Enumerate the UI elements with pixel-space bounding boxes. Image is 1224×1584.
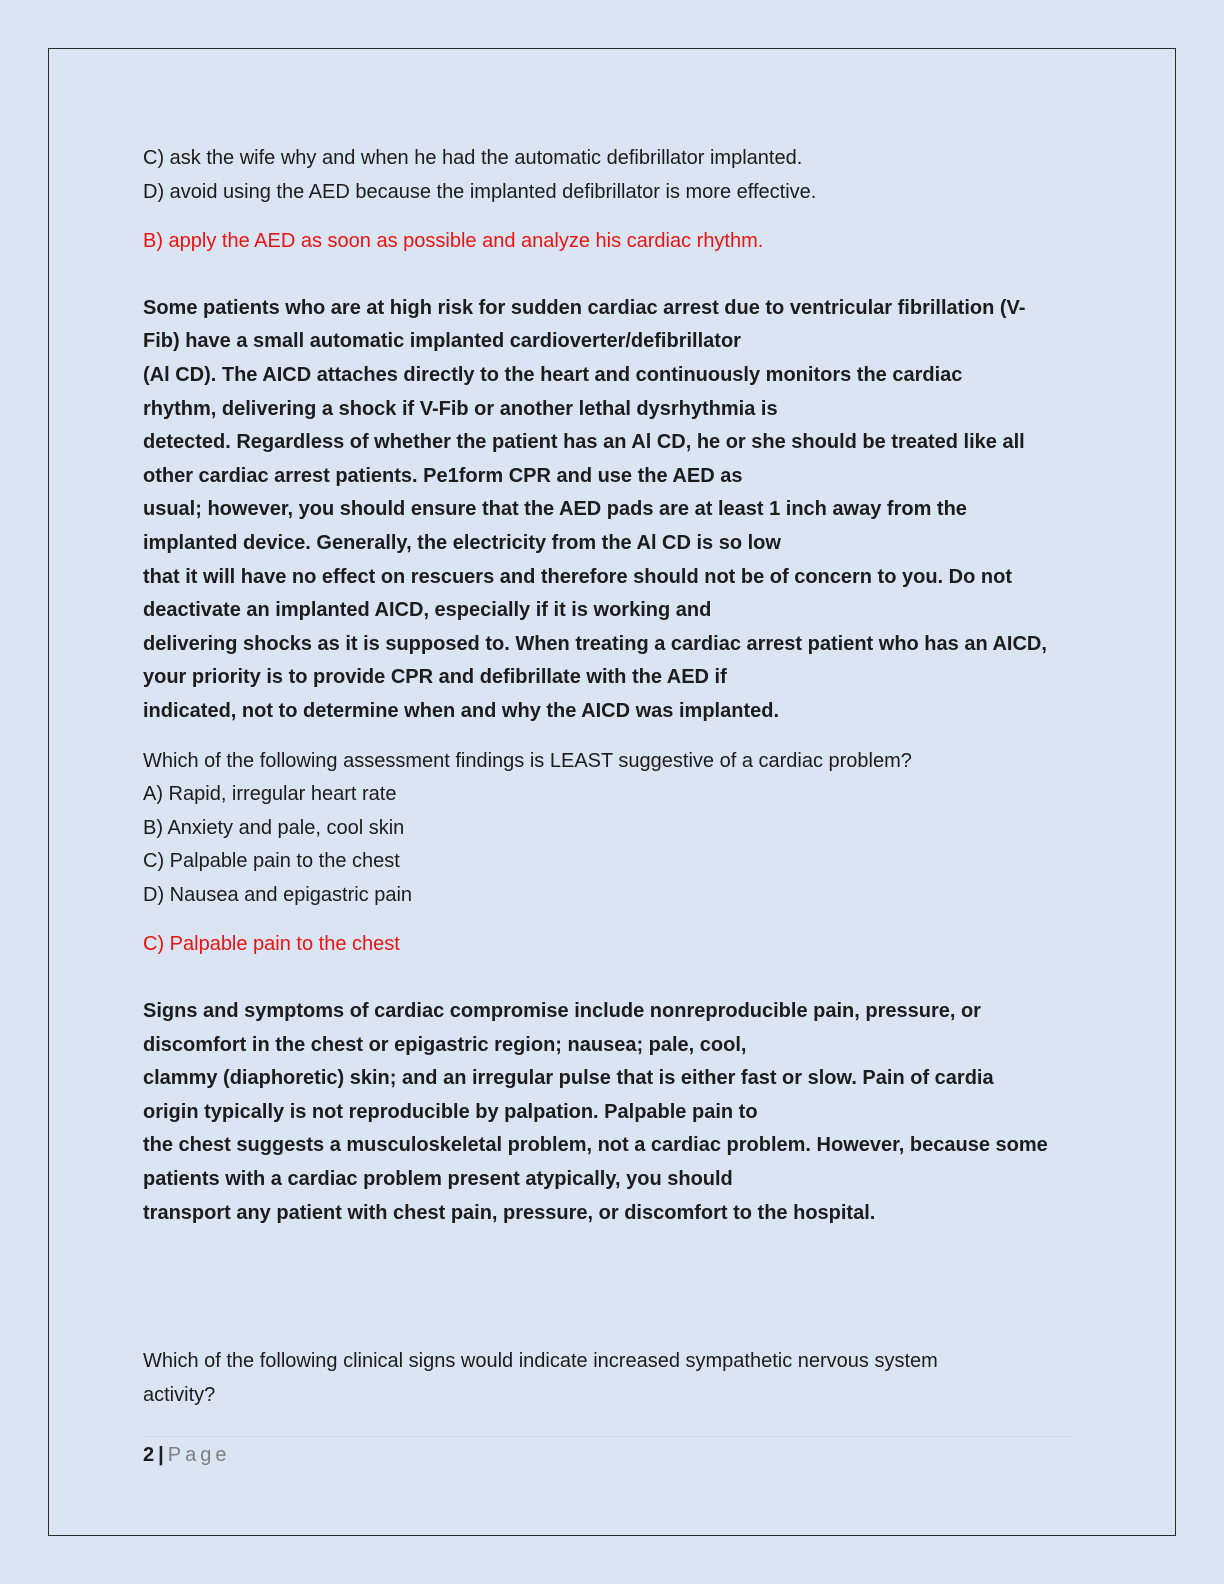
question-2 <box>143 745 1078 1231</box>
option-d: D) avoid using the AED because the implanted defibrillator is more effective. <box>143 180 817 203</box>
page-footer <box>143 1436 1073 1469</box>
explanation-line: transport any patient with chest pain, pressure, or discomfort to the hospital. <box>143 1201 876 1224</box>
explanation-line: Signs and symptoms of cardiac compromise include nonreproducible pain, pressure, or <box>143 1000 981 1023</box>
explanation-line: the chest suggests a musculoskeletal problem, not a cardiac problem. However, because some <box>143 1134 1048 1157</box>
page-label: Page <box>167 1444 231 1466</box>
explanation-line: clammy (diaphoretic) skin; and an irregular pulse that is either fast or slow. Pain of cardia <box>143 1067 994 1090</box>
explanation-line: implanted device. Generally, the electricity from the Al CD is so low <box>143 531 781 554</box>
explanation-line: patients with a cardiac problem present atypically, you should <box>143 1168 733 1191</box>
option-a: A) Rapid, irregular heart rate <box>143 783 397 806</box>
explanation-line: discomfort in the chest or epigastric region; nausea; pale, cool, <box>143 1033 747 1056</box>
explanation-line: origin typically is not reproducible by palpation. Palpable pain to <box>143 1100 758 1123</box>
footer-separator: | <box>158 1444 164 1466</box>
option-d: D) Nausea and epigastric pain <box>143 883 413 906</box>
page-number: 2 <box>143 1444 155 1466</box>
option-c: C) ask the wife why and when he had the automatic defibrillator implanted. <box>143 147 803 169</box>
question-text: Which of the following clinical signs would indicate increased sympathetic nervous system <box>143 1350 938 1373</box>
explanation-line: detected. Regardless of whether the patient has an Al CD, he or she should be treated like all <box>143 431 1025 454</box>
explanation-line: that it will have no effect on rescuers and therefore should not be of concern to you. Do not <box>143 565 1012 588</box>
explanation-line: Some patients who are at high risk for sudden cardiac arrest due to ventricular fibrillation (V- <box>143 296 1026 319</box>
option-b: B) Anxiety and pale, cool skin <box>143 816 405 839</box>
document-content <box>143 142 1078 1412</box>
explanation-line: (Al CD). The AICD attaches directly to the heart and continuously monitors the cardiac <box>143 363 963 386</box>
answer-text: C) Palpable pain to the chest <box>143 933 400 956</box>
option-c: C) Palpable pain to the chest <box>143 850 400 873</box>
explanation-line: rhythm, delivering a shock if V-Fib or another lethal dysrhythmia is <box>143 397 778 420</box>
explanation-line: usual; however, you should ensure that the AED pads are at least 1 inch away from the <box>143 498 967 521</box>
explanation-paragraph <box>143 292 1078 729</box>
explanation-line: Fib) have a small automatic implanted cardioverter/defibrillator <box>143 330 741 353</box>
explanation-line: indicated, not to determine when and why the AICD was implanted. <box>143 699 779 722</box>
question-text-continued: activity? <box>143 1383 216 1406</box>
answer-text: B) apply the AED as soon as possible and analyze his cardiac rhythm. <box>143 230 764 253</box>
question-1 <box>143 142 1078 729</box>
question-3 <box>143 1345 1078 1412</box>
explanation-line: deactivate an implanted AICD, especially if it is working and <box>143 599 712 622</box>
explanation-line: your priority is to provide CPR and defibrillate with the AED if <box>143 666 727 689</box>
explanation-line: other cardiac arrest patients. Pe1form CPR and use the AED as <box>143 464 743 487</box>
explanation-paragraph <box>143 995 1078 1230</box>
question-text: Which of the following assessment findings is LEAST suggestive of a cardiac problem? <box>143 749 912 772</box>
explanation-line: delivering shocks as it is supposed to. When treating a cardiac arrest patient who has an AICD, <box>143 632 1047 655</box>
